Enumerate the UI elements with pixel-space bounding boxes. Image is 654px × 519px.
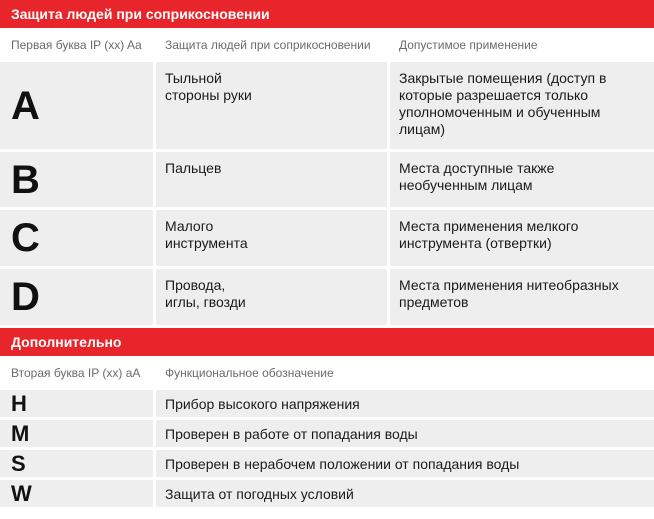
letter-cell <box>0 152 153 207</box>
table-row <box>0 152 654 207</box>
application-cell <box>390 152 654 207</box>
column-headers <box>0 356 654 390</box>
section-title: Защита людей при соприкосновении <box>11 6 270 22</box>
ip-letter: D <box>11 275 40 319</box>
table-row <box>0 210 654 266</box>
column-header-first-letter: Первая буква IP (xx) Aa <box>11 38 142 52</box>
protection-cell <box>156 210 387 266</box>
description-text: Защита от погодных условий <box>165 485 354 502</box>
section-title: Дополнительно <box>11 334 122 350</box>
table-row <box>0 62 654 149</box>
description-text: Проверен в нерабочем положении от попадания воды <box>165 455 520 472</box>
description-text: Прибор высокого напряжения <box>165 395 360 412</box>
table-row <box>0 269 654 325</box>
protection-cell <box>156 62 387 149</box>
application-cell <box>390 62 654 149</box>
protection-text: Малого инструмента <box>165 218 248 251</box>
application-cell <box>390 210 654 266</box>
letter-cell <box>0 450 153 477</box>
section-header-contact-protection <box>0 0 654 28</box>
description-cell <box>156 450 654 477</box>
protection-text: Провода, иглы, гвозди <box>165 277 246 310</box>
protection-table <box>0 62 654 325</box>
table-row <box>0 420 654 447</box>
column-headers <box>0 28 654 62</box>
letter-cell <box>0 420 153 447</box>
application-text: Места применения нитеобразных предметов <box>399 277 619 310</box>
table-row <box>0 390 654 417</box>
table-row <box>0 450 654 477</box>
ip-letter: A <box>11 83 40 128</box>
section-header-additional <box>0 328 654 356</box>
letter-cell <box>0 62 153 149</box>
column-header-function: Функциональное обозначение <box>165 366 334 380</box>
description-cell <box>156 390 654 417</box>
application-text: Места доступные также необученным лицам <box>399 160 555 193</box>
protection-text: Пальцев <box>165 160 222 176</box>
protection-cell <box>156 269 387 325</box>
protection-text: Тыльной стороны руки <box>165 70 252 103</box>
protection-cell <box>156 152 387 207</box>
letter-cell <box>0 210 153 266</box>
letter-cell <box>0 269 153 325</box>
additional-table <box>0 390 654 507</box>
column-header-application: Допустимое применение <box>399 38 538 52</box>
ip-letter: S <box>11 450 26 476</box>
application-text: Закрытые помещения (доступ в которые разрешается только уполномоченным и обученным лицам) <box>399 70 607 137</box>
ip-letter: C <box>11 216 40 260</box>
description-cell <box>156 480 654 507</box>
letter-cell <box>0 390 153 417</box>
application-text: Места применения мелкого инструмента (отвертки) <box>399 218 579 251</box>
description-cell <box>156 420 654 447</box>
letter-cell <box>0 480 153 507</box>
column-header-second-letter: Вторая буква IP (xx) аA <box>11 366 141 380</box>
ip-letter: H <box>11 390 27 416</box>
table-row <box>0 480 654 507</box>
column-header-protection: Защита людей при соприкосновении <box>165 38 371 52</box>
ip-letter: W <box>11 480 32 506</box>
ip-letter: M <box>11 420 30 446</box>
ip-letter: B <box>11 157 40 202</box>
application-cell <box>390 269 654 325</box>
description-text: Проверен в работе от попадания воды <box>165 425 418 442</box>
